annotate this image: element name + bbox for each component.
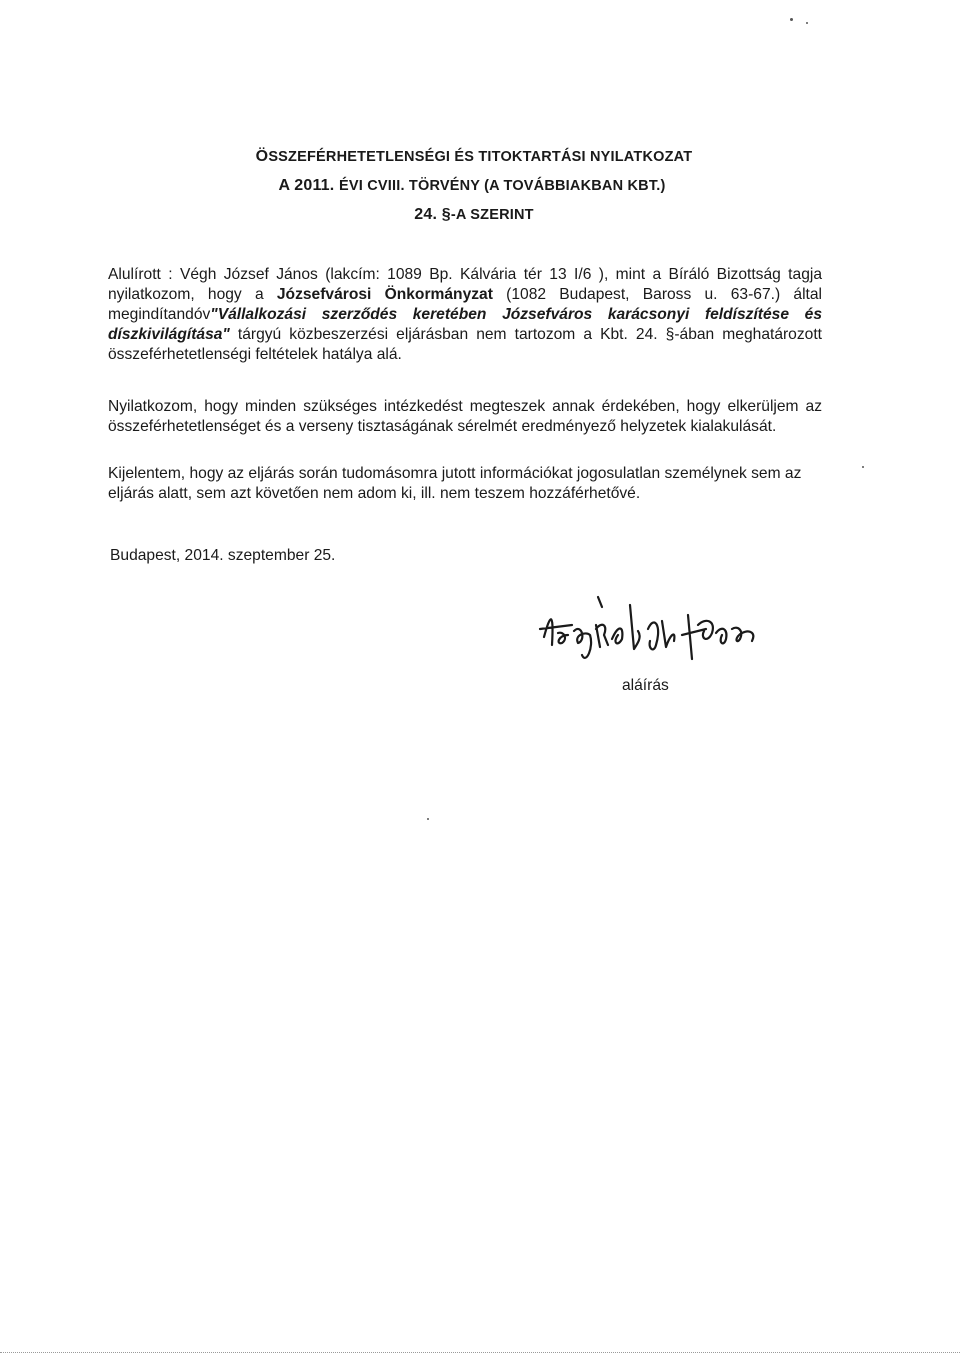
handwritten-signature xyxy=(538,585,770,675)
law-year: A 2011. xyxy=(278,177,340,194)
law-reference xyxy=(0,177,952,195)
section-suffix: -A SZERINT xyxy=(450,207,534,223)
scan-edge-line xyxy=(0,1352,960,1354)
declaration-conclusion: tárgyú közbeszerzési eljárásban nem tartozom a Kbt. 24. §-ában meghatározott összeférhetetlenségi feltételek hatálya alá. xyxy=(108,326,822,363)
scan-speck xyxy=(862,466,864,468)
title-rest: SSZEFÉRHETETLENSÉGI ÉS TITOKTARTÁSI NYILATKOZAT xyxy=(268,149,693,165)
law-name: ÉVI CVIII. TÖRVÉNY (A TOVÁBBIAKBAN KBT.) xyxy=(339,178,666,194)
scan-speck xyxy=(427,818,429,820)
signature-label: aláírás xyxy=(622,677,669,694)
procurement-subject: "Vállalkozási szerződés keretében Józsefváros karácsonyi feldíszítése és díszkivilágítása" xyxy=(108,306,822,343)
declarant-text: Alulírott : Végh József János (lakcím: 1089 Bp. Kálvária tér 13 I/6 ), mint a Bíráló Bizottság tagja nyilatkozom, hogy a xyxy=(108,266,822,303)
title-initial: Ö xyxy=(255,148,269,165)
document-date: Budapest, 2014. szeptember 25. xyxy=(110,547,336,564)
declaration-paragraph-2: Nyilatkozom, hogy minden szükséges intézkedést megteszek annak érdekében, hogy elkerüljem az összeférhetetlenséget és a verseny tisztaságának sérelmét eredményező helyzetek kialakulását. xyxy=(108,398,822,435)
section-number: 24. § xyxy=(414,206,451,223)
scan-speck xyxy=(790,18,793,21)
declaration-paragraph-1 xyxy=(108,265,822,365)
scan-speck xyxy=(806,22,808,24)
organization-name: Józsefvárosi Önkormányzat xyxy=(276,286,493,303)
organization-address: (1082 Budapest, Baross u. 63-67.) által megindítandóv xyxy=(108,286,823,323)
declaration-paragraph-3: Kijelentem, hogy az eljárás során tudomásomra jutott információkat jogosulatlan személynek sem az eljárás alatt, sem azt követően nem adom ki, ill. nem teszem hozzáférhetővé. xyxy=(108,465,802,502)
section-reference xyxy=(0,206,954,224)
document-title xyxy=(0,148,954,166)
